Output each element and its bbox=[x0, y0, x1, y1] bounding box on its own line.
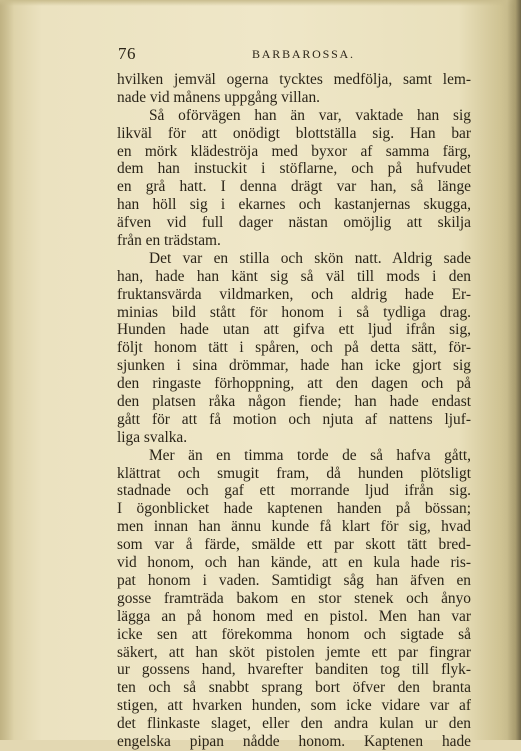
text-line: följt honom tätt i spåren, och på detta sätt, för- bbox=[117, 339, 471, 357]
text-line: den platsen råka någon fiende; han hade endast bbox=[117, 393, 471, 411]
text-line: pat honom i vaden. Samtidigt såg han äfven en bbox=[117, 571, 471, 589]
text-line: Det var en stilla och skön natt. Aldrig sade bbox=[149, 249, 471, 267]
text-line: äfven vid full dager nästan omöjlig att skilja bbox=[117, 214, 471, 232]
text-line: engelska pipan nådde honom. Kaptenen hade bbox=[117, 732, 471, 750]
text-line: gosse framträda bakom en stor stenek och ånyo bbox=[117, 589, 471, 607]
text-line: en mörk klädeströja med byxor af samma färg, bbox=[117, 142, 471, 160]
body-text bbox=[117, 71, 471, 751]
text-line: han, hade han känt sig så väl till mods i den bbox=[117, 267, 471, 285]
text-line: säkert, att han sköt pistolen jemte ett par fingrar bbox=[117, 643, 471, 661]
text-line: liga svalka. bbox=[117, 428, 188, 446]
text-line: minias bild stått för honom i så tydliga drag. bbox=[117, 303, 471, 321]
gutter-shadow bbox=[0, 0, 14, 740]
text-line: vid honom, och han kände, att en kula hade ris- bbox=[117, 554, 471, 572]
text-line: sjunken i sina drömmar, hade han icke gjort sig bbox=[117, 357, 471, 375]
text-line: likväl för att onödigt blottställa sig. Han bar bbox=[117, 124, 471, 142]
text-line: han höll sig i ekarnes och kastanjernas skugga, bbox=[117, 196, 471, 214]
text-line: Så oförvägen han än var, vaktade han sig bbox=[149, 106, 471, 124]
page-number: 76 bbox=[118, 44, 136, 63]
text-line: lägga an på honom med en pistol. Men han var bbox=[117, 607, 471, 625]
text-line: men innan han ännu kunde få klart för sig, hvad bbox=[117, 518, 471, 536]
text-line: det flinkaste slaget, eller den andra kulan ur den bbox=[117, 715, 471, 733]
text-line: klättrat och smugit fram, då hunden plötsligt bbox=[117, 464, 471, 482]
text-line: Mer än en timma torde de så hafva gått, bbox=[149, 446, 471, 464]
text-line: från en trädstam. bbox=[117, 232, 221, 250]
page-header bbox=[118, 44, 470, 64]
page-edge-shadow bbox=[507, 0, 521, 740]
text-line: hvilken jemväl ogerna tycktes medfölja, samt lem- bbox=[117, 71, 471, 88]
text-line: som var å färde, smälde ett par skott tätt bred- bbox=[117, 536, 471, 554]
text-line: Hunden hade utan att gifva ett ljud ifrån sig, bbox=[117, 321, 471, 339]
running-head: BARBAROSSA. bbox=[252, 47, 355, 61]
text-line: dem han instuckit i stöflarne, och på hufvudet bbox=[117, 160, 471, 178]
text-line: stadnade och gaf ett morrande ljud ifrån sig. bbox=[117, 482, 471, 500]
text-line: icke sen att förekomma honom och sigtade så bbox=[117, 625, 471, 643]
top-edge-shadow bbox=[0, 0, 521, 6]
text-line: den ringaste förhoppning, att den dagen och på bbox=[117, 375, 471, 393]
text-line: stigen, att hvarken hunden, som icke vidare var af bbox=[117, 697, 471, 715]
text-line: gått för att få motion och njuta af nattens ljuf- bbox=[117, 410, 471, 428]
text-line: nade vid månens uppgång villan. bbox=[117, 88, 321, 106]
text-line: ten och så snabbt sprang bort öfver den branta bbox=[117, 679, 471, 697]
text-line: fruktansvärda vildmarken, och aldrig hade Er- bbox=[117, 285, 471, 303]
text-line: ur gossens hand, hvarefter banditen tog till flyk- bbox=[117, 661, 471, 679]
text-line: I ögonblicket hade kaptenen handen på bössan; bbox=[117, 500, 471, 518]
text-line: en grå hatt. I denna drägt var han, så länge bbox=[117, 178, 471, 196]
